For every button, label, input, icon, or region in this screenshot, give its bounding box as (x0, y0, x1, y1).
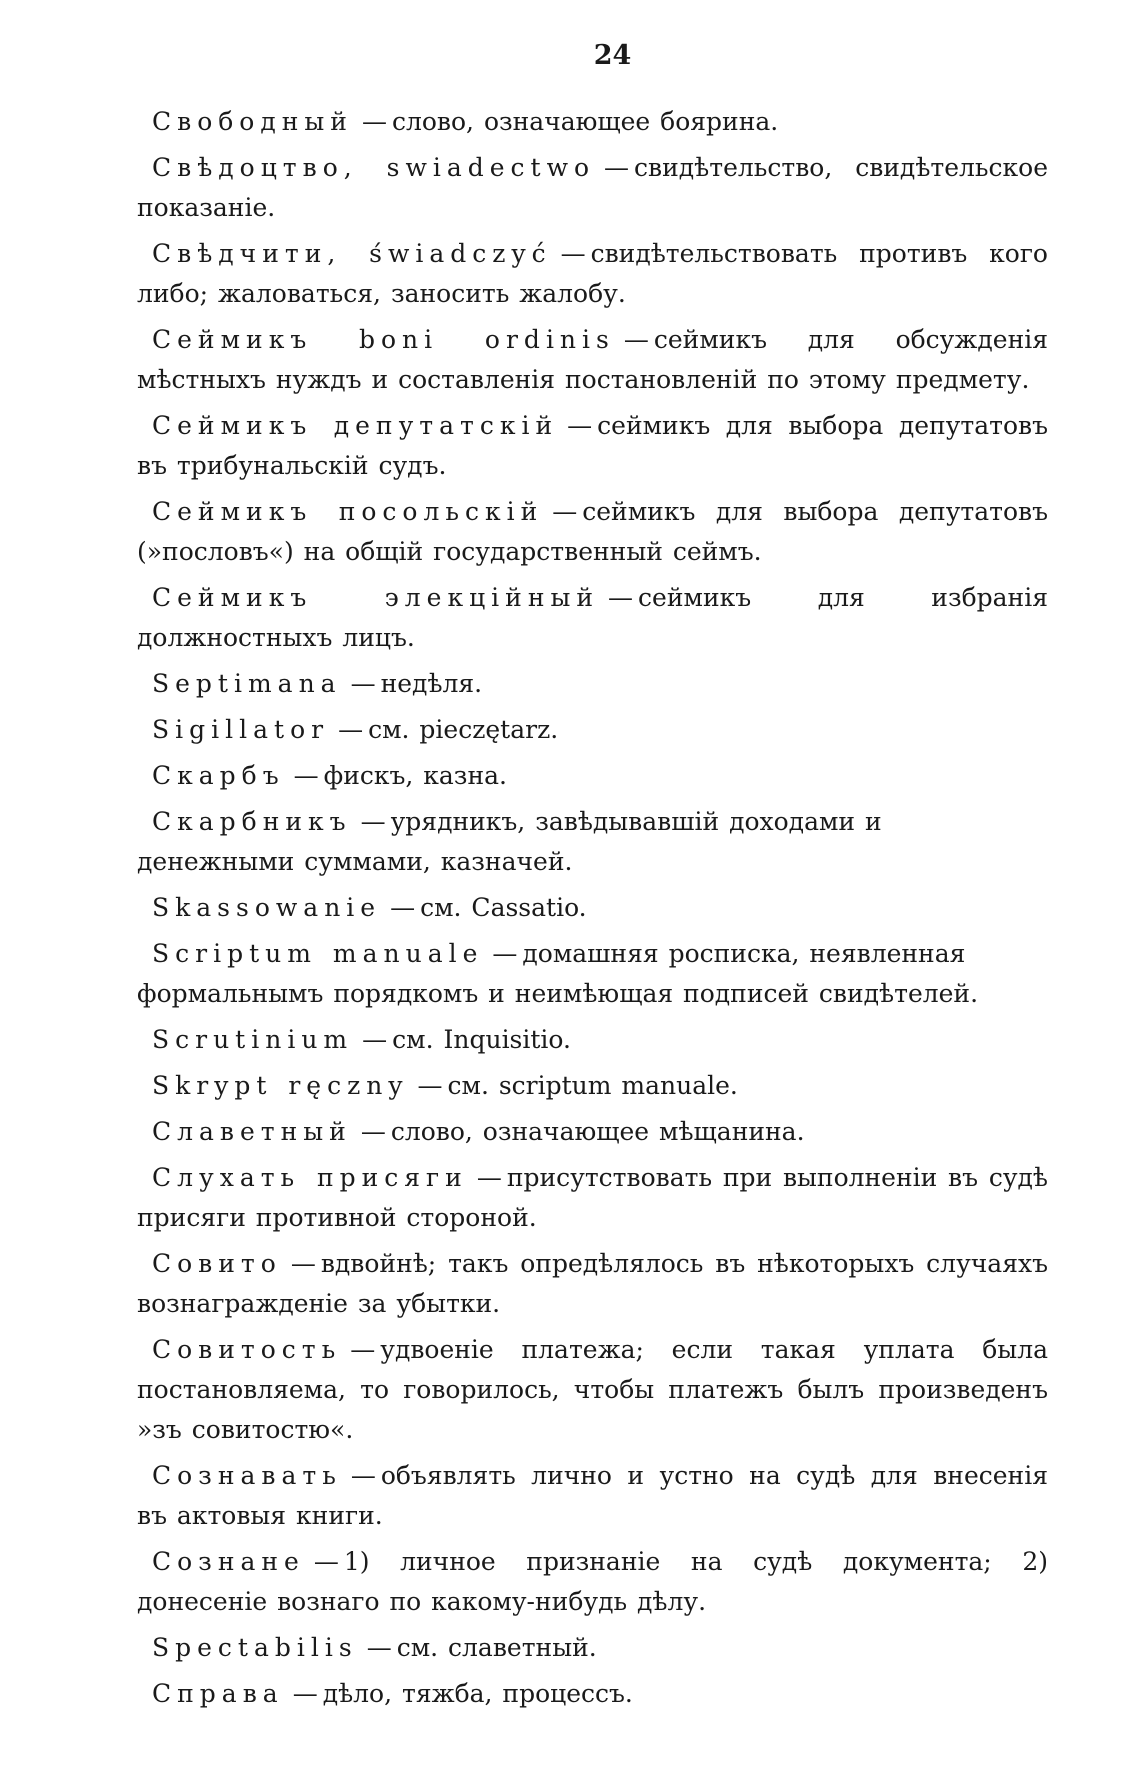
entry-term: Справа (152, 1679, 284, 1708)
entry-definition: дѣло, тяжба, процессъ. (322, 1679, 633, 1708)
entry-term: Славетный (152, 1117, 352, 1146)
entry-separator: — (608, 583, 634, 612)
entry-term: Scriptum manuale (152, 939, 484, 968)
entry-separator: — (338, 715, 364, 744)
entry-separator: — (361, 107, 387, 136)
entry-definition: свидѣтельствовать противъ кого либо; жаловаться, заносить жалобу. (137, 239, 1048, 308)
entry-term: Совитость (152, 1335, 342, 1364)
entry-definition: см. pieczętarz. (368, 715, 559, 744)
entry-term: Scrutinium (152, 1025, 354, 1054)
entry-separator: — (362, 1025, 388, 1054)
glossary-entry (137, 1020, 1048, 1060)
entry-separator: — (623, 325, 649, 354)
glossary-entry (137, 710, 1048, 750)
glossary-entry (137, 756, 1048, 796)
glossary-entry (137, 664, 1048, 704)
entry-term: Скарбникъ (152, 807, 352, 836)
entry-definition: удвоеніе платежа; если такая уплата была постановляема, то говорилось, чтобы платежъ былъ произведенъ »зъ совитостю«. (137, 1335, 1048, 1444)
entry-separator: — (350, 1335, 376, 1364)
entry-separator: — (350, 669, 376, 698)
entry-definition: объявлять лично и устно на судѣ для внесенія въ актовыя книги. (137, 1461, 1048, 1530)
entry-separator: — (366, 1633, 392, 1662)
entry-term: Совито (152, 1249, 282, 1278)
entry-separator: — (350, 1461, 376, 1490)
entry-definition: слово, означающее боярина. (391, 107, 779, 136)
entry-definition: сеймикъ для обсужденія мѣстныхъ нуждъ и составленія постановленій по этому предмету. (137, 325, 1049, 394)
entry-definition: см. scriptum manuale. (447, 1071, 738, 1100)
glossary-entry (137, 492, 1048, 572)
glossary-entry (137, 1674, 1048, 1714)
entry-separator: — (560, 239, 586, 268)
entry-term: Skassowanie (152, 893, 382, 922)
entry-separator: — (417, 1071, 443, 1100)
entry-separator: — (552, 497, 578, 526)
glossary-entry (137, 1542, 1048, 1622)
entry-separator: — (390, 893, 416, 922)
entry-definition: домашняя росписка, неявленная формальнымъ порядкомъ и неимѣющая подписей свидѣтелей. (137, 939, 979, 1008)
glossary-entry (137, 148, 1048, 228)
page-number: 24 (593, 40, 632, 71)
glossary-entry (137, 102, 1048, 142)
glossary-entries (137, 102, 1048, 1714)
entry-separator: — (292, 1679, 318, 1708)
entry-definition: свидѣтельство, свидѣтельское показаніе. (137, 153, 1048, 222)
glossary-entry (137, 934, 1048, 1014)
entry-separator: — (360, 807, 386, 836)
glossary-entry (137, 578, 1048, 658)
entry-definition: урядникъ, завѣдывавшій доходами и денежными суммами, казначей. (137, 807, 882, 876)
entry-term: Сознавать (152, 1461, 342, 1490)
entry-separator: — (313, 1547, 339, 1576)
glossary-entry (137, 888, 1048, 928)
entry-separator: — (604, 153, 630, 182)
glossary-entry (137, 406, 1048, 486)
entry-term: Sigillator (152, 715, 330, 744)
entry-definition: фискъ, казна. (323, 761, 507, 790)
entry-separator: — (476, 1163, 502, 1192)
entry-definition: сеймикъ для избранія должностныхъ лицъ. (137, 583, 1048, 652)
entry-definition: слово, означающее мѣщанина. (390, 1117, 805, 1146)
entry-separator: — (492, 939, 518, 968)
glossary-entry (137, 320, 1048, 400)
entry-separator: — (360, 1117, 386, 1146)
entry-definition: присутствовать при выполненіи въ судѣ присяги противной стороной. (137, 1163, 1048, 1232)
entry-term: Septimana (152, 669, 342, 698)
glossary-entry (137, 1456, 1048, 1536)
entry-separator: — (567, 411, 593, 440)
entry-term: Свѣдоцтво, swiadectwo (152, 153, 596, 182)
entry-separator: — (290, 1249, 316, 1278)
entry-definition: сеймикъ для выбора депутатовъ (»пословъ«) на общій государственный сеймъ. (137, 497, 1049, 566)
entry-term: Spectabilis (152, 1633, 358, 1662)
entry-term: Skrypt ręczny (152, 1071, 409, 1100)
entry-term: Слухать присяги (152, 1163, 468, 1192)
entry-separator: — (293, 761, 319, 790)
entry-definition: см. Inquisitio. (392, 1025, 571, 1054)
glossary-entry (137, 1112, 1048, 1152)
entry-term: Сеймикъ депутатскій (152, 411, 559, 440)
entry-definition: 1) личное признаніе на судѣ документа; 2) донесеніе вознаго по какому-нибудь дѣлу. (137, 1547, 1048, 1616)
glossary-entry (137, 1158, 1048, 1238)
entry-term: Скарбъ (152, 761, 285, 790)
glossary-entry (137, 1330, 1048, 1450)
entry-term: Сеймикъ элекційный (152, 583, 600, 612)
entry-definition: см. Cassatio. (420, 893, 587, 922)
glossary-entry (137, 1628, 1048, 1668)
entry-term: Свѣдчити, świadczyć (152, 239, 552, 268)
glossary-entry (137, 802, 1048, 882)
entry-definition: см. славетный. (396, 1633, 597, 1662)
entry-term: Сеймикъ boni ordinis (152, 325, 615, 354)
entry-definition: сеймикъ для выбора депутатовъ въ трибунальскій судъ. (137, 411, 1048, 480)
glossary-entry (137, 234, 1048, 314)
entry-term: Сеймикъ посольскій (152, 497, 544, 526)
entry-term: Сознане (152, 1547, 305, 1576)
entry-definition: вдвойнѣ; такъ опредѣлялось въ нѣкоторыхъ случаяхъ вознагражденіе за убытки. (137, 1249, 1048, 1318)
glossary-entry (137, 1066, 1048, 1106)
entry-term: Свободный (152, 107, 353, 136)
glossary-entry (137, 1244, 1048, 1324)
entry-definition: недѣля. (380, 669, 483, 698)
